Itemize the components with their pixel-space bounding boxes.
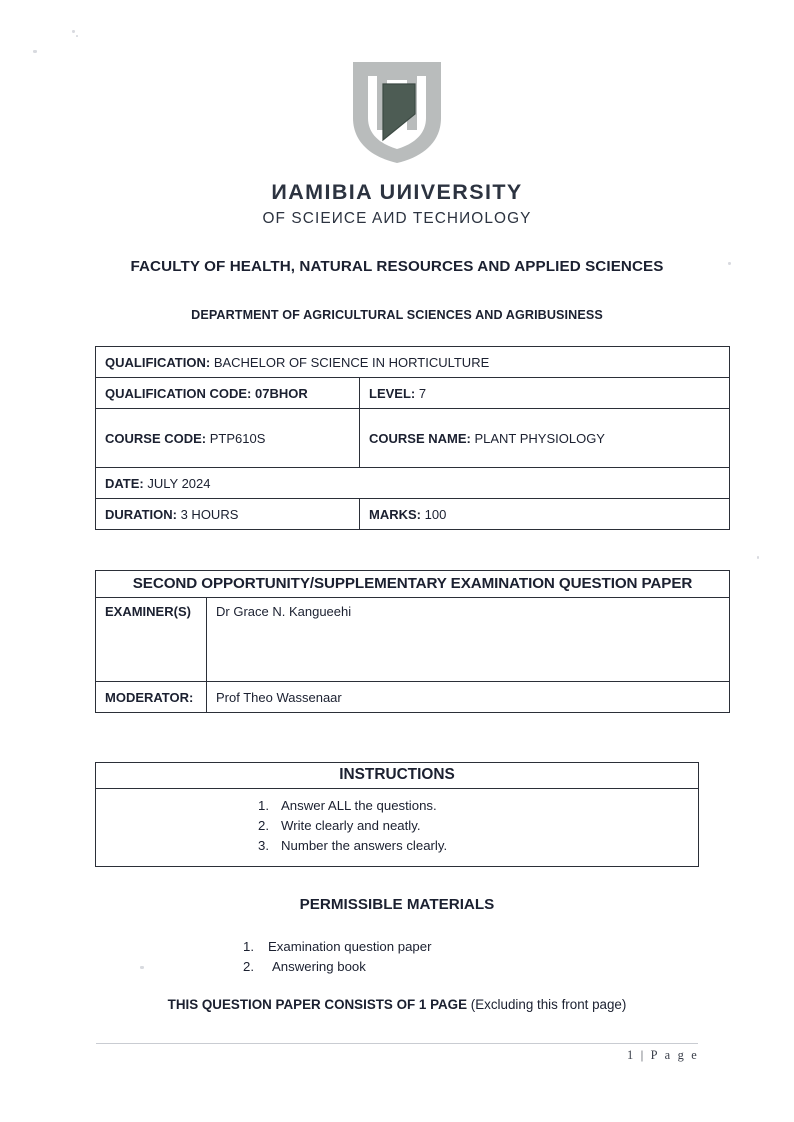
date-label: DATE: (105, 475, 148, 491)
marks-value: 100 (424, 506, 447, 522)
instructions-box (95, 762, 699, 867)
moderator-value: Prof Theo Wassenaar (207, 682, 730, 713)
moderator-label: MODERATOR: (96, 682, 207, 713)
course-code-cell (96, 409, 360, 468)
department-heading: DEPARTMENT OF AGRICULTURAL SCIENCES AND AGRIBUSINESS (191, 308, 603, 322)
footer-divider (96, 1043, 698, 1044)
table-row (96, 499, 730, 530)
scan-speckle (72, 30, 75, 33)
course-code-value: PTP610S (209, 430, 266, 446)
scan-speckle (757, 556, 759, 559)
wordmark-line-2: OF SCIEИCE AИD TECHИOLOGY (262, 209, 532, 227)
list-item (96, 796, 698, 816)
duration-value: 3 HOURS (180, 506, 239, 522)
faculty-heading: FACULTY OF HEALTH, NATURAL RESOURCES AND APPLIED SCIENCES (130, 258, 664, 275)
date-value: JULY 2024 (147, 475, 211, 491)
table-row (96, 571, 730, 598)
nust-shield-logo-icon (347, 58, 447, 166)
wordmark-line-1: ИAMIBIA UИIVERSITY (271, 180, 523, 204)
institution-wordmark (0, 182, 794, 226)
marks-label: MARKS: (369, 506, 425, 522)
permissible-materials-list (0, 937, 794, 978)
list-item-text: Number the answers clearly. (281, 838, 448, 854)
qualification-code-value: 07BHOR (254, 385, 308, 401)
qualification-code-cell (96, 378, 360, 409)
page-count-light: (Excluding this front page) (470, 997, 627, 1012)
date-cell (96, 468, 730, 499)
marks-cell (360, 499, 730, 530)
qualification-code-label: QUALIFICATION CODE: (105, 385, 255, 401)
qualification-label: QUALIFICATION: (105, 354, 214, 370)
list-item-text: Examination question paper (268, 939, 432, 954)
level-value: 7 (418, 385, 427, 401)
scan-speckle (76, 35, 78, 37)
list-item (96, 816, 698, 836)
course-name-label: COURSE NAME: (369, 430, 475, 446)
course-name-cell (360, 409, 730, 468)
examination-details-table (95, 570, 730, 713)
footer-page-number: 1 | P a g e (627, 1048, 699, 1062)
level-label: LEVEL: (369, 385, 419, 401)
instructions-heading: INSTRUCTIONS (96, 763, 698, 789)
qualification-value: BACHELOR OF SCIENCE IN HORTICULTURE (213, 354, 490, 370)
institution-logo-block (0, 58, 794, 226)
page-count-bold: THIS QUESTION PAPER CONSISTS OF 1 PAGE (167, 997, 468, 1012)
table-row (96, 409, 730, 468)
table-row (96, 378, 730, 409)
list-item-number: 2. (258, 818, 269, 834)
list-item-text: Answer ALL the questions. (281, 798, 437, 813)
qualification-table (95, 346, 730, 530)
table-row (96, 468, 730, 499)
permissible-materials-heading: PERMISSIBLE MATERIALS (299, 896, 495, 913)
duration-cell (96, 499, 360, 530)
list-item-number: 1. (243, 939, 254, 954)
list-item-text: Write clearly and neatly. (281, 818, 421, 834)
examiner-label: EXAMINER(S) (96, 598, 207, 682)
duration-label: DURATION: (105, 506, 181, 522)
table-row (96, 598, 730, 682)
list-item-number: 1. (258, 798, 269, 813)
level-cell (360, 378, 730, 409)
scan-speckle (33, 50, 37, 53)
page-count-note (0, 997, 794, 1012)
qualification-cell (96, 347, 730, 378)
list-item (0, 957, 794, 977)
table-row (96, 347, 730, 378)
course-code-label: COURSE CODE: (105, 430, 210, 446)
table-row (96, 682, 730, 713)
list-item (96, 836, 698, 856)
exam-paper-title: SECOND OPPORTUNITY/SUPPLEMENTARY EXAMINATION QUESTION PAPER (96, 571, 730, 598)
examiner-value: Dr Grace N. Kangueehi (207, 598, 730, 682)
list-item (0, 937, 794, 957)
list-item-text: Answering book (272, 959, 366, 975)
list-item-number: 3. (258, 838, 269, 854)
course-name-value: PLANT PHYSIOLOGY (474, 430, 605, 446)
list-item-number: 2. (243, 959, 254, 975)
instructions-list (96, 789, 698, 866)
